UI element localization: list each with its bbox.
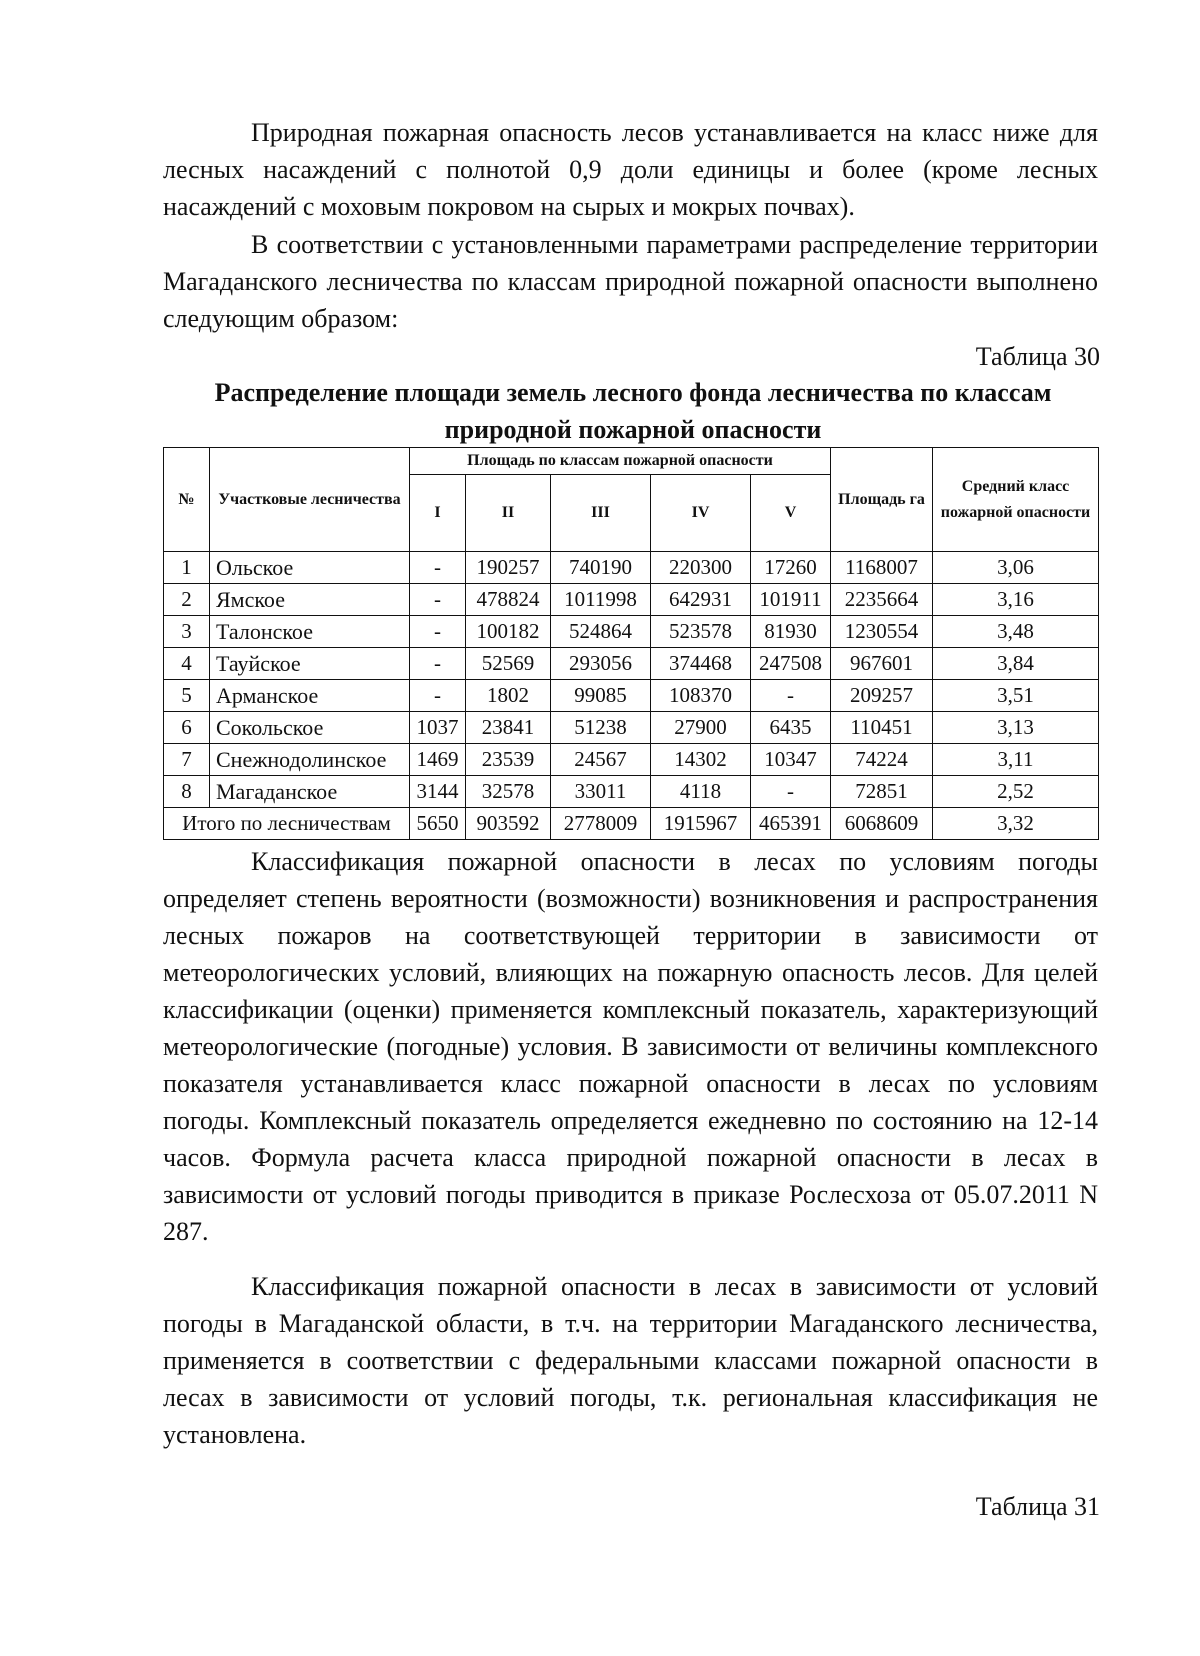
cell-class-3: 1011998 xyxy=(551,584,651,616)
table-row xyxy=(164,648,1099,680)
cell-area-total: 209257 xyxy=(831,680,933,712)
cell-avg-class: 3,06 xyxy=(933,552,1099,584)
cell-class-4: 523578 xyxy=(651,616,751,648)
header-avg-class: Средний класс пожарной опасности xyxy=(933,448,1099,552)
table-row xyxy=(164,744,1099,776)
cell-class-1: - xyxy=(410,680,466,712)
cell-area-total: 1230554 xyxy=(831,616,933,648)
cell-class-3: 740190 xyxy=(551,552,651,584)
header-num: № xyxy=(164,448,210,552)
cell-avg-class: 3,13 xyxy=(933,712,1099,744)
cell-area-total: 1168007 xyxy=(831,552,933,584)
cell-avg-class: 3,16 xyxy=(933,584,1099,616)
cell-area-total: 967601 xyxy=(831,648,933,680)
cell-class-4: 27900 xyxy=(651,712,751,744)
cell-class-2: 1802 xyxy=(466,680,551,712)
header-class-2: II xyxy=(466,475,551,552)
cell-class-4: 374468 xyxy=(651,648,751,680)
cell-class-4: 14302 xyxy=(651,744,751,776)
total-class-1: 5650 xyxy=(410,808,466,840)
cell-class-1: 1037 xyxy=(410,712,466,744)
cell-forestry-name: Тауйское xyxy=(210,648,410,680)
cell-class-5: 10347 xyxy=(751,744,831,776)
total-label: Итого по лесничествам xyxy=(164,808,410,840)
cell-forestry-name: Магаданское xyxy=(210,776,410,808)
table-30-label: Таблица 30 xyxy=(975,342,1100,371)
header-area-by-class: Площадь по классам пожарной опасности xyxy=(410,448,831,475)
header-class-1: I xyxy=(410,475,466,552)
cell-class-2: 23841 xyxy=(466,712,551,744)
cell-row-num: 4 xyxy=(164,648,210,680)
cell-row-num: 7 xyxy=(164,744,210,776)
header-class-4: IV xyxy=(651,475,751,552)
cell-row-num: 2 xyxy=(164,584,210,616)
header-class-5: V xyxy=(751,475,831,552)
cell-class-4: 642931 xyxy=(651,584,751,616)
cell-class-5: 6435 xyxy=(751,712,831,744)
cell-class-5: 247508 xyxy=(751,648,831,680)
cell-class-5: 101911 xyxy=(751,584,831,616)
header-class-3: III xyxy=(551,475,651,552)
cell-row-num: 8 xyxy=(164,776,210,808)
total-class-3: 2778009 xyxy=(551,808,651,840)
cell-class-3: 51238 xyxy=(551,712,651,744)
cell-class-4: 220300 xyxy=(651,552,751,584)
table-total-row xyxy=(164,808,1099,840)
cell-class-3: 99085 xyxy=(551,680,651,712)
cell-avg-class: 2,52 xyxy=(933,776,1099,808)
table-row xyxy=(164,712,1099,744)
cell-class-1: 1469 xyxy=(410,744,466,776)
cell-area-total: 74224 xyxy=(831,744,933,776)
cell-class-4: 4118 xyxy=(651,776,751,808)
cell-class-5: - xyxy=(751,680,831,712)
cell-class-3: 33011 xyxy=(551,776,651,808)
header-area-total: Площадь га xyxy=(831,448,933,552)
cell-class-1: - xyxy=(410,552,466,584)
cell-class-3: 524864 xyxy=(551,616,651,648)
total-class-5: 465391 xyxy=(751,808,831,840)
cell-class-2: 52569 xyxy=(466,648,551,680)
cell-row-num: 5 xyxy=(164,680,210,712)
fire-danger-table xyxy=(163,447,1099,840)
cell-class-2: 190257 xyxy=(466,552,551,584)
cell-forestry-name: Ямское xyxy=(210,584,410,616)
table-row xyxy=(164,680,1099,712)
table-row xyxy=(164,616,1099,648)
paragraph-2: В соответствии с установленными параметрами распределение территории Магаданского лесничества по классам природной пожарной опасности выполнено следующим образом: xyxy=(163,230,1098,333)
cell-class-2: 100182 xyxy=(466,616,551,648)
cell-avg-class: 3,51 xyxy=(933,680,1099,712)
cell-class-1: - xyxy=(410,584,466,616)
cell-forestry-name: Сокольское xyxy=(210,712,410,744)
cell-class-2: 32578 xyxy=(466,776,551,808)
total-avg-class: 3,32 xyxy=(933,808,1099,840)
cell-forestry-name: Талонское xyxy=(210,616,410,648)
table-row xyxy=(164,584,1099,616)
paragraph-1: Природная пожарная опасность лесов устанавливается на класс ниже для лесных насаждений с полнотой 0,9 доли единицы и более (кроме лесных насаждений с моховым покровом на сырых и мокрых почвах). xyxy=(163,118,1098,221)
cell-row-num: 3 xyxy=(164,616,210,648)
cell-forestry-name: Арманское xyxy=(210,680,410,712)
cell-avg-class: 3,84 xyxy=(933,648,1099,680)
cell-avg-class: 3,11 xyxy=(933,744,1099,776)
cell-class-3: 293056 xyxy=(551,648,651,680)
cell-class-5: 17260 xyxy=(751,552,831,584)
cell-area-total: 2235664 xyxy=(831,584,933,616)
table-body xyxy=(164,552,1099,808)
cell-forestry-name: Ольское xyxy=(210,552,410,584)
table-30-title: Распределение площади земель лесного фонда лесничества по классам природной пожарной опасности xyxy=(214,378,1052,444)
cell-forestry-name: Снежнодолинское xyxy=(210,744,410,776)
paragraph-3: Классификация пожарной опасности в лесах по условиям погоды определяет степень вероятности (возможности) возникновения и распространения лесных пожаров на соответствующей территории в зависимости от метеорологических условий, влияющих на пожарную опасность лесов. Для целей классификации (оценки) применяется комплексный показатель, характеризующий метеорологические (погодные) условия. В зависимости от величины комплексного показателя устанавливается класс пожарной опасности в лесах по условиям погоды. Комплексный показатель определяется ежедневно по состоянию на 12-14 часов. Формула расчета класса природной пожарной опасности в лесах в зависимости от условий погоды приводится в приказе Рослесхоза от 05.07.2011 N 287. xyxy=(163,847,1098,1246)
header-forestry: Участковые лесничества xyxy=(210,448,410,552)
cell-class-1: 3144 xyxy=(410,776,466,808)
total-class-4: 1915967 xyxy=(651,808,751,840)
cell-class-5: 81930 xyxy=(751,616,831,648)
table-row xyxy=(164,776,1099,808)
total-class-2: 903592 xyxy=(466,808,551,840)
cell-class-4: 108370 xyxy=(651,680,751,712)
cell-area-total: 72851 xyxy=(831,776,933,808)
cell-class-5: - xyxy=(751,776,831,808)
total-area: 6068609 xyxy=(831,808,933,840)
cell-class-2: 478824 xyxy=(466,584,551,616)
cell-class-1: - xyxy=(410,616,466,648)
table-row xyxy=(164,552,1099,584)
cell-avg-class: 3,48 xyxy=(933,616,1099,648)
table-31-label: Таблица 31 xyxy=(975,1492,1100,1521)
cell-area-total: 110451 xyxy=(831,712,933,744)
cell-row-num: 1 xyxy=(164,552,210,584)
cell-class-3: 24567 xyxy=(551,744,651,776)
cell-class-2: 23539 xyxy=(466,744,551,776)
cell-row-num: 6 xyxy=(164,712,210,744)
cell-class-1: - xyxy=(410,648,466,680)
paragraph-4: Классификация пожарной опасности в лесах в зависимости от условий погоды в Магаданской области, в т.ч. на территории Магаданского лесничества, применяется в соответствии с федеральными классами пожарной опасности в лесах в зависимости от условий погоды, т.к. региональная классификация не установлена. xyxy=(163,1272,1098,1449)
